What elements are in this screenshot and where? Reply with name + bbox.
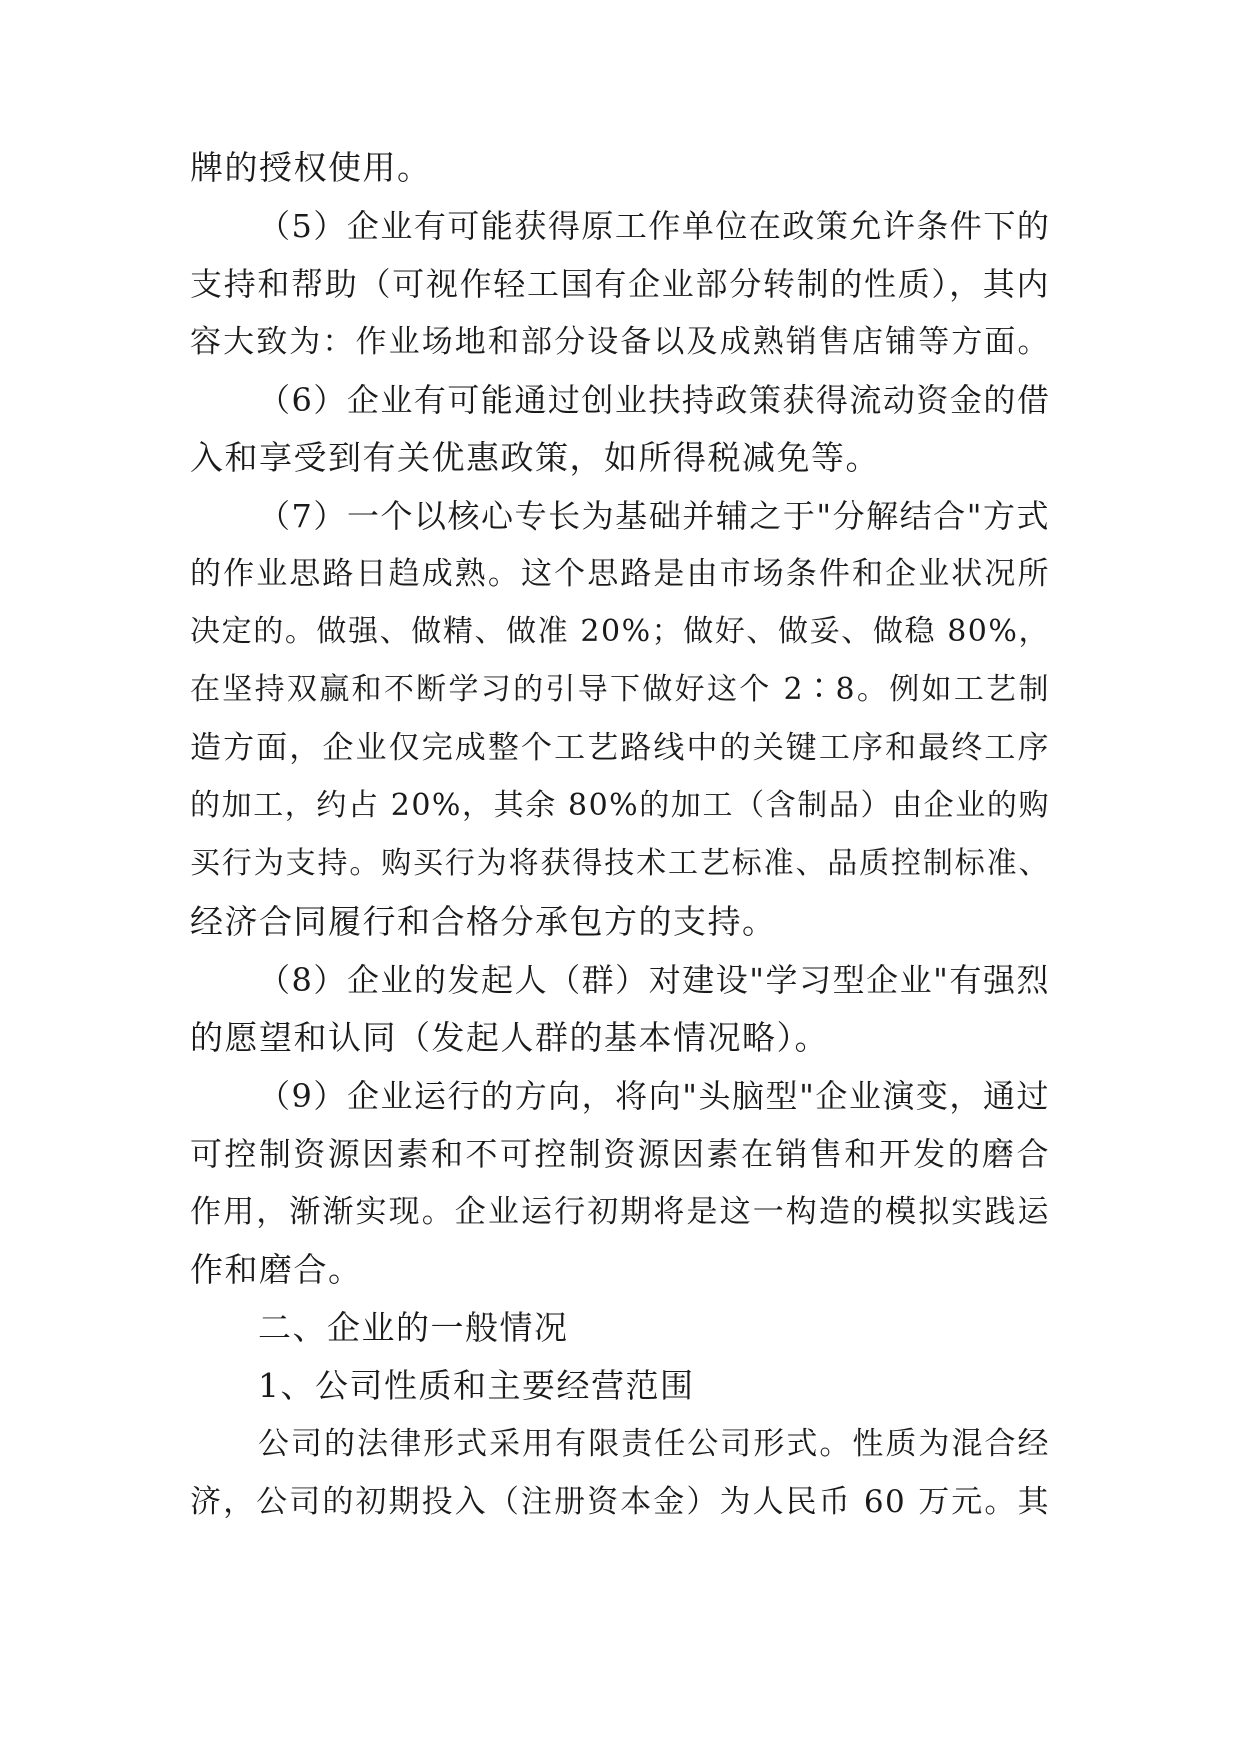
paragraph-start-line: （9）企业运行的方向，将向"头脑型"企业演变，通过 (258, 1077, 1050, 1115)
text-line: 支持和帮助（可视作轻工国有企业部分转制的性质），其内 (190, 265, 1050, 303)
paragraph-start-line: （5）企业有可能获得原工作单位在政策允许条件下的 (258, 207, 1051, 245)
text-line: 作用，渐渐实现。企业运行初期将是这一构造的模拟实践运 (190, 1194, 1050, 1230)
paragraph-start-line: 公司的法律形式采用有限责任公司形式。性质为混合经 (258, 1426, 1050, 1462)
text-line: 作和磨合。 (190, 1250, 363, 1289)
text-line: 的作业思路日趋成熟。这个思路是由市场条件和企业状况所 (190, 556, 1050, 592)
paragraph-start-line: （7）一个以核心专长为基础并辅之于"分解结合"方式 (258, 497, 1050, 535)
text-line: 济，公司的初期投入（注册资本金）为人民币 60 万元。其 (190, 1484, 1050, 1520)
text-line: 买行为支持。购买行为将获得技术工艺标准、品质控制标准、 (190, 846, 1050, 881)
text-line: 的愿望和认同（发起人群的基本情况略）。 (190, 1018, 829, 1057)
text-line: 牌的授权使用。 (190, 148, 432, 187)
text-line: 经济合同履行和合格分承包方的支持。 (190, 902, 777, 941)
text-line: 可控制资源因素和不可控制资源因素在销售和开发的磨合 (190, 1135, 1050, 1173)
text-line: 决定的。做强、做精、做准 20%；做好、做妥、做稳 80%， (190, 614, 1050, 649)
text-line: 容大致为：作业场地和部分设备以及成熟销售店铺等方面。 (190, 324, 1050, 360)
text-line: 的加工，约占 20%，其余 80%的加工（含制品）由企业的购 (190, 788, 1050, 823)
text-line: 入和享受到有关优惠政策，如所得税减免等。 (190, 438, 880, 477)
text-line: 在坚持双赢和不断学习的引导下做好这个 2∶8。例如工艺制 (190, 672, 1050, 707)
section-heading: 二、企业的一般情况 (258, 1308, 569, 1347)
text-line: 造方面，企业仅完成整个工艺路线中的关键工序和最终工序 (190, 730, 1050, 766)
paragraph-start-line: （8）企业的发起人（群）对建设"学习型企业"有强烈 (258, 961, 1050, 999)
paragraph-start-line: （6）企业有可能通过创业扶持政策获得流动资金的借 (258, 381, 1051, 419)
subsection-heading: 1、公司性质和主要经营范围 (258, 1366, 695, 1405)
